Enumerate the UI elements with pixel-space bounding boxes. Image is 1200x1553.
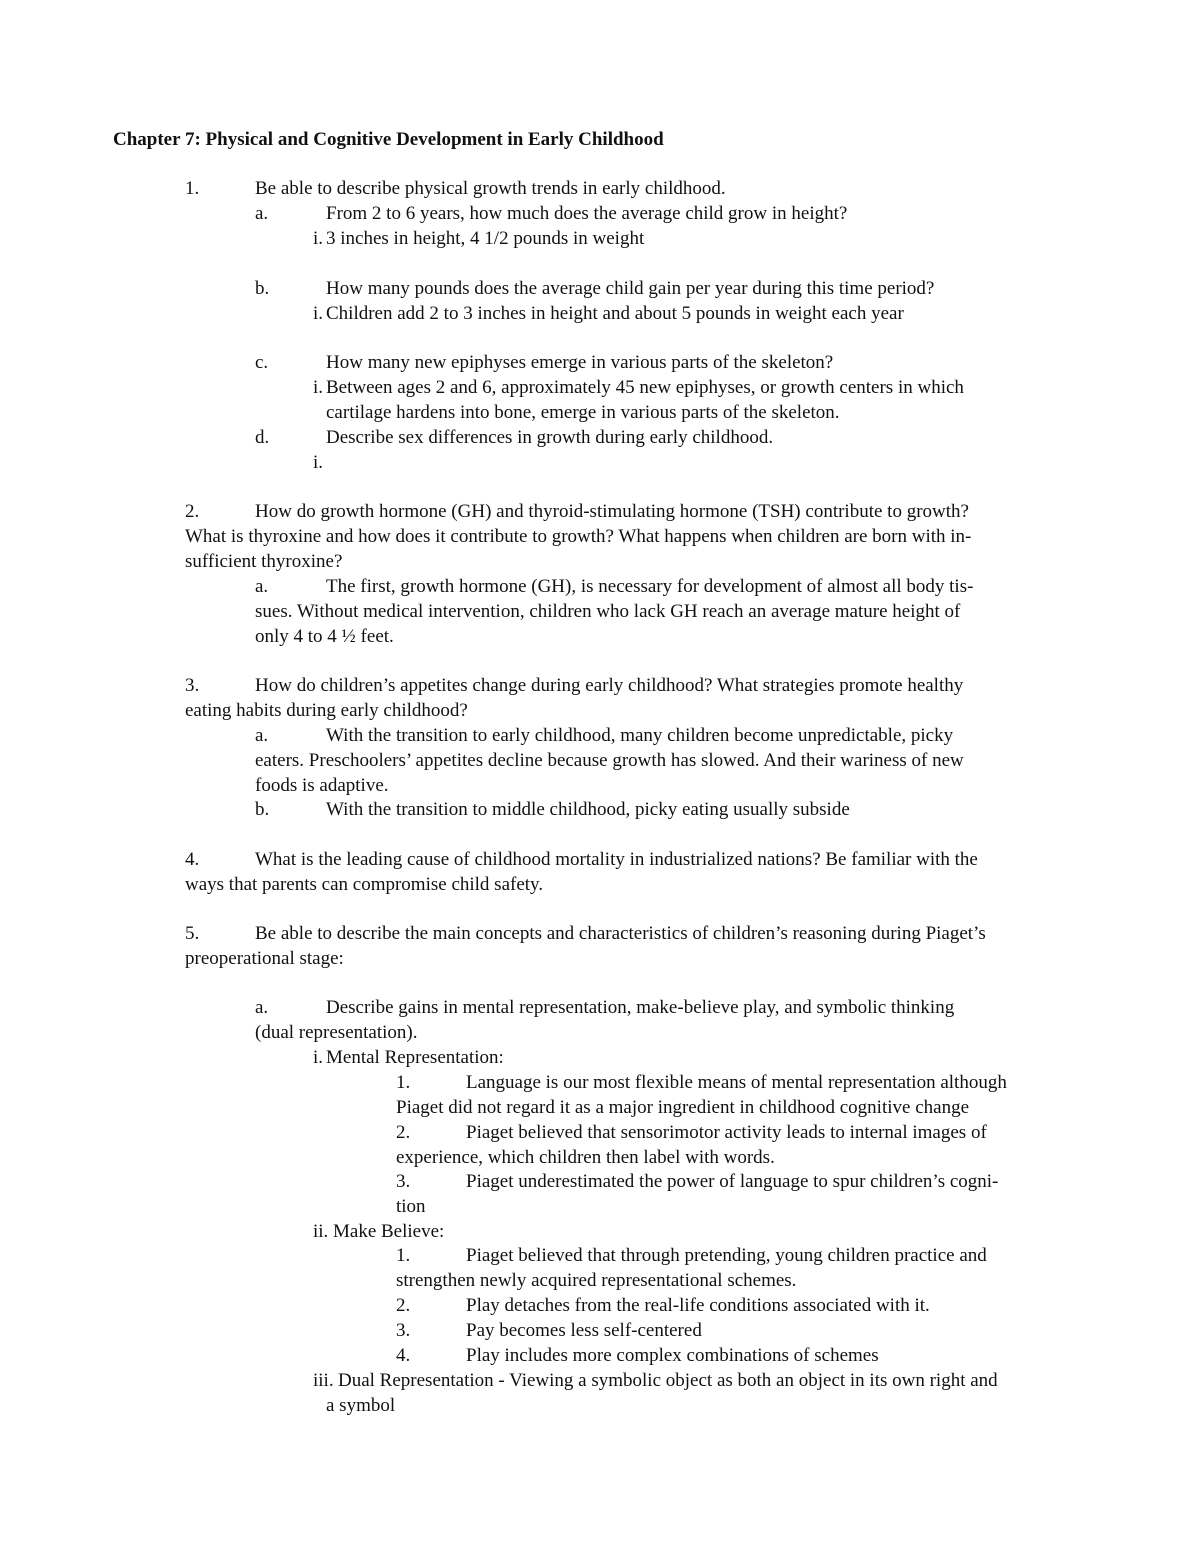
q2a-line-1: The first, growth hormone (GH), is necessary for development of almost all body tis- xyxy=(326,576,974,597)
mental-item-2-line-2: experience, which children then label with words. xyxy=(396,1147,775,1168)
make-item-3-number: 3. xyxy=(396,1320,411,1341)
make-believe-heading: Make Believe: xyxy=(333,1221,445,1242)
q1-number: 1. xyxy=(185,178,200,199)
q1a-i-label: i. xyxy=(313,228,324,249)
make-item-1-line-1: Piaget believed that through pretending, young children practice and xyxy=(466,1245,987,1266)
mental-item-3-line-2: tion xyxy=(396,1196,426,1217)
chapter-title: Chapter 7: Physical and Cognitive Development in Early Childhood xyxy=(113,129,664,150)
q1b-i-label: i. xyxy=(313,303,324,324)
q1d-i-label: i. xyxy=(313,452,324,473)
q3-line-2: eating habits during early childhood? xyxy=(185,700,468,721)
q2a-label: a. xyxy=(255,576,269,597)
q4-number: 4. xyxy=(185,849,200,870)
q1b-text: How many pounds does the average child gain per year during this time period? xyxy=(326,278,935,299)
q1a-label: a. xyxy=(255,203,269,224)
mental-item-3-line-1: Piaget underestimated the power of language to spur children’s cogni- xyxy=(466,1171,999,1192)
mental-item-1-number: 1. xyxy=(396,1072,411,1093)
mental-item-3-number: 3. xyxy=(396,1171,411,1192)
q3-number: 3. xyxy=(185,675,200,696)
make-item-3-line-1: Pay becomes less self-centered xyxy=(466,1320,702,1341)
q4-line-2: ways that parents can compromise child safety. xyxy=(185,874,544,895)
q1d-label: d. xyxy=(255,427,270,448)
q5a-line-2: (dual representation). xyxy=(255,1022,418,1043)
q2a-line-2: sues. Without medical intervention, children who lack GH reach an average mature height of xyxy=(255,601,961,622)
q5-line-2: preoperational stage: xyxy=(185,948,344,969)
q3a-line-2: eaters. Preschoolers’ appetites decline because growth has slowed. And their wariness of new xyxy=(255,750,964,771)
q5a-line-1: Describe gains in mental representation, make-believe play, and symbolic thinking xyxy=(326,997,955,1018)
q5a-label: a. xyxy=(255,997,269,1018)
q3-line-1: How do children’s appetites change during early childhood? What strategies promote healthy xyxy=(255,675,964,696)
q2-line-1: How do growth hormone (GH) and thyroid-stimulating hormone (TSH) contribute to growth? xyxy=(255,501,969,522)
q3b-label: b. xyxy=(255,799,270,820)
q2a-line-3: only 4 to 4 ½ feet. xyxy=(255,626,394,647)
make-believe-label: ii. xyxy=(313,1221,329,1242)
mental-heading: Mental Representation: xyxy=(326,1047,504,1068)
q1c-i-text-1: Between ages 2 and 6, approximately 45 new epiphyses, or growth centers in which xyxy=(326,377,964,398)
q3a-line-1: With the transition to early childhood, many children become unpredictable, picky xyxy=(326,725,954,746)
make-item-1-line-2: strengthen newly acquired representational schemes. xyxy=(396,1270,797,1291)
q1a-text: From 2 to 6 years, how much does the average child grow in height? xyxy=(326,203,848,224)
make-item-4-line-1: Play includes more complex combinations of schemes xyxy=(466,1345,879,1366)
q3a-label: a. xyxy=(255,725,269,746)
q1c-i-text-2: cartilage hardens into bone, emerge in various parts of the skeleton. xyxy=(326,402,840,423)
q2-line-2: What is thyroxine and how does it contribute to growth? What happens when children are born with in- xyxy=(185,526,972,547)
q1d-text: Describe sex differences in growth during early childhood. xyxy=(326,427,774,448)
q3a-line-3: foods is adaptive. xyxy=(255,775,389,796)
make-item-1-number: 1. xyxy=(396,1245,411,1266)
make-item-4-number: 4. xyxy=(396,1345,411,1366)
dual-label: iii. xyxy=(313,1370,334,1391)
q1c-text: How many new epiphyses emerge in various parts of the skeleton? xyxy=(326,352,834,373)
mental-label: i. xyxy=(313,1047,324,1068)
q3b-text: With the transition to middle childhood, picky eating usually subside xyxy=(326,799,850,820)
q5-line-1: Be able to describe the main concepts and characteristics of children’s reasoning during Piaget’s xyxy=(255,923,986,944)
mental-item-1-line-1: Language is our most flexible means of mental representation although xyxy=(466,1072,1007,1093)
q2-line-3: sufficient thyroxine? xyxy=(185,551,343,572)
mental-item-2-number: 2. xyxy=(396,1122,411,1143)
q1b-label: b. xyxy=(255,278,270,299)
q1b-i-text: Children add 2 to 3 inches in height and about 5 pounds in weight each year xyxy=(326,303,904,324)
make-item-2-number: 2. xyxy=(396,1295,411,1316)
q1a-i-text: 3 inches in height, 4 1/2 pounds in weight xyxy=(326,228,645,249)
mental-item-2-line-1: Piaget believed that sensorimotor activity leads to internal images of xyxy=(466,1122,987,1143)
q1c-label: c. xyxy=(255,352,269,373)
q1-text: Be able to describe physical growth trends in early childhood. xyxy=(255,178,726,199)
q2-number: 2. xyxy=(185,501,200,522)
q4-line-1: What is the leading cause of childhood mortality in industrialized nations? Be familiar with the xyxy=(255,849,978,870)
mental-item-1-line-2: Piaget did not regard it as a major ingredient in childhood cognitive change xyxy=(396,1097,970,1118)
q1c-i-label: i. xyxy=(313,377,324,398)
q5-number: 5. xyxy=(185,923,200,944)
dual-line-2: a symbol xyxy=(326,1395,396,1416)
make-item-2-line-1: Play detaches from the real-life conditions associated with it. xyxy=(466,1295,930,1316)
dual-line-1: Dual Representation - Viewing a symbolic object as both an object in its own right and xyxy=(338,1370,998,1391)
